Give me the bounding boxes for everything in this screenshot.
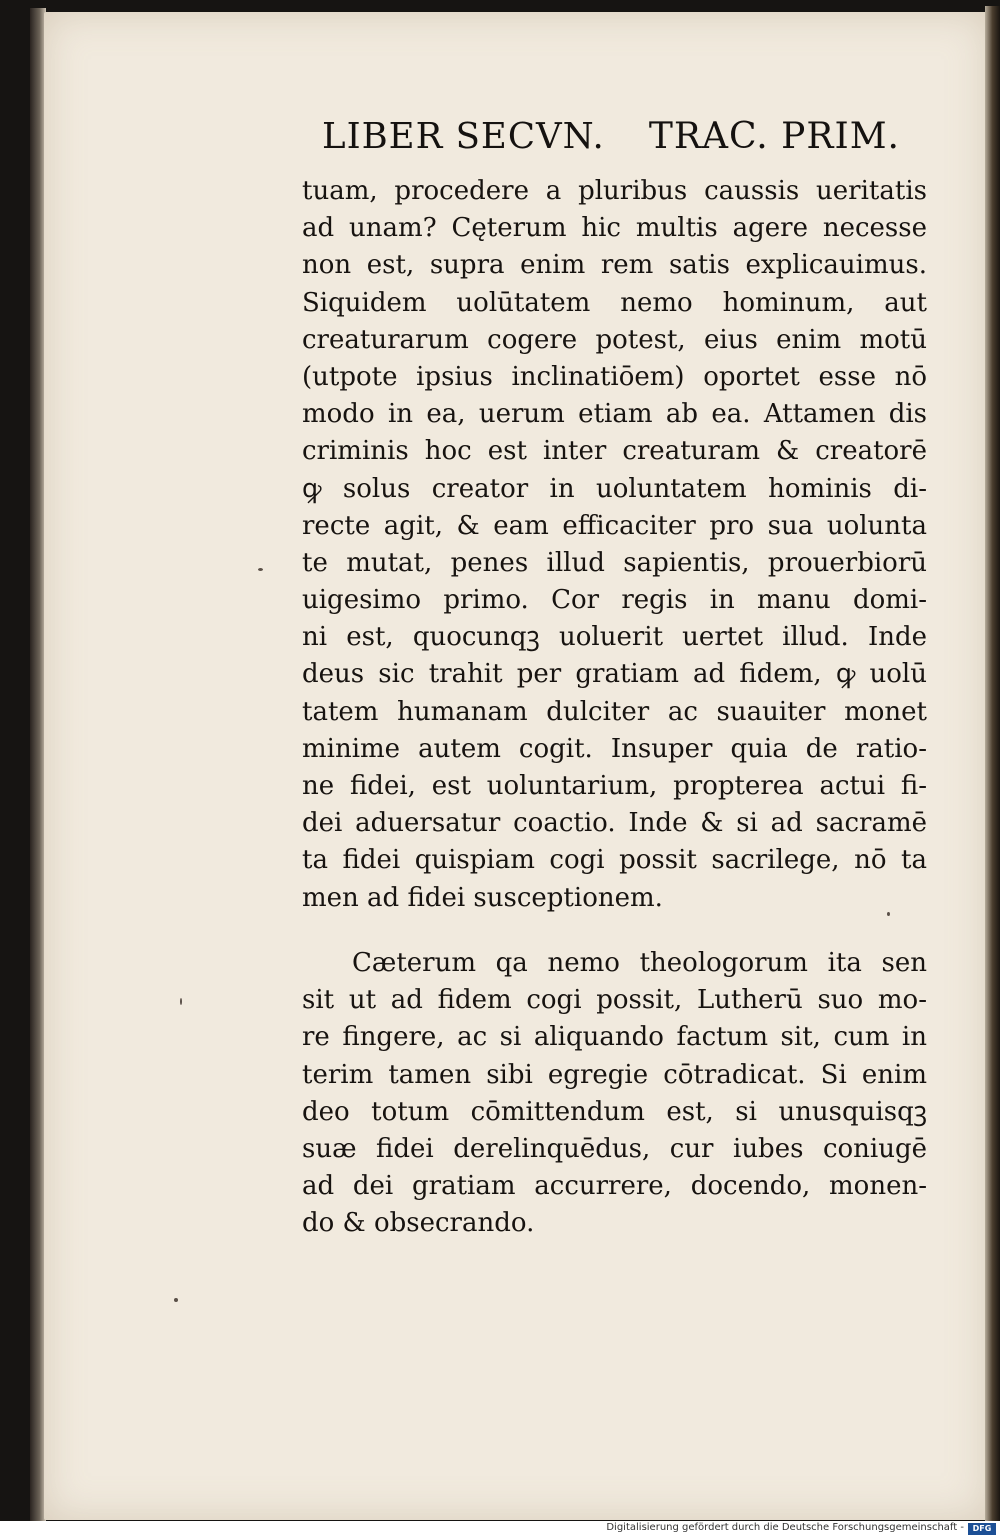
digitization-footer (0, 1521, 1000, 1537)
text-line: te mutat, penes illud sapientis, prouerbiorū (302, 547, 927, 578)
text-line: dei aduersatur coactio. Inde & si ad sacramē (302, 808, 927, 839)
text-line: ni est, quocunqꝫ uoluerit uertet illud. Inde (302, 622, 927, 653)
text-line: men ad fidei susceptionem. (302, 882, 663, 913)
text-line: re fingere, ac si aliquando factum sit, cum in (302, 1022, 927, 1053)
text-line: creaturarum cogere potest, eius enim motū (302, 324, 927, 355)
running-header-right: TRAC. PRIM. (648, 116, 900, 157)
running-header (322, 116, 900, 164)
text-line: ad unam? Cęterum hic multis agere necesse (302, 213, 927, 244)
funding-notice: Digitalisierung gefördert durch die Deutsche Forschungsgemeinschaft - (606, 1522, 964, 1533)
text-line: (utpote ipsius inclinatiōem) oportet esse nō (302, 361, 927, 392)
dfg-logo-icon: DFG (968, 1523, 996, 1535)
page-edge-right (985, 6, 1000, 1524)
text-line: ad dei gratiam accurrere, docendo, monen- (302, 1171, 927, 1202)
text-line: tuam, procedere a pluribus caussis ueritatis (302, 176, 927, 206)
text-line: deus sic trahit per gratiam ad fidem, ꝙ uolū (302, 659, 927, 690)
text-line: recte agit, & eam efficaciter pro sua uolunta (302, 510, 927, 541)
text-line: ne fidei, est uoluntarium, propterea actui fi- (302, 771, 927, 801)
text-line: Siquidem uolūtatem nemo hominum, aut (302, 287, 927, 318)
paper-speck (258, 568, 263, 571)
running-header-left: LIBER SECVN. (322, 116, 605, 157)
text-line: criminis hoc est inter creaturam & creatorē (302, 436, 927, 467)
text-line: modo in ea, uerum etiam ab ea. Attamen dis (302, 399, 927, 430)
text-line: sit ut ad fidem cogi possit, Lutherū suo mo- (302, 985, 927, 1016)
text-line: tatem humanam dulciter ac suauiter monet (302, 696, 927, 727)
paragraph-2 (302, 945, 927, 1243)
text-line: suæ fidei derelinquēdus, cur iubes coniugē (302, 1133, 927, 1164)
paper-speck (887, 912, 890, 916)
paper-speck (180, 998, 182, 1005)
text-line: uigesimo primo. Cor regis in manu domi- (302, 585, 927, 616)
text-line: terim tamen sibi egregie cōtradicat. Si enim (302, 1059, 927, 1090)
text-line: deo totum cōmittendum est, si unusquisqꝫ (302, 1096, 927, 1127)
paper-speck (174, 1298, 178, 1302)
text-line: ta fidei quispiam cogi possit sacrilege, nō ta (302, 845, 927, 876)
paragraph-1 (302, 173, 927, 917)
text-line: ꝙ solus creator in uoluntatem hominis di- (302, 473, 927, 504)
text-line: do & obsecrando. (302, 1208, 535, 1239)
text-line: minime autem cogit. Insuper quia de ratio- (302, 733, 927, 764)
text-line: non est, supra enim rem satis explicauimus. (302, 250, 927, 281)
text-line: Cæterum qa nemo theologorum ita sen (352, 948, 927, 978)
